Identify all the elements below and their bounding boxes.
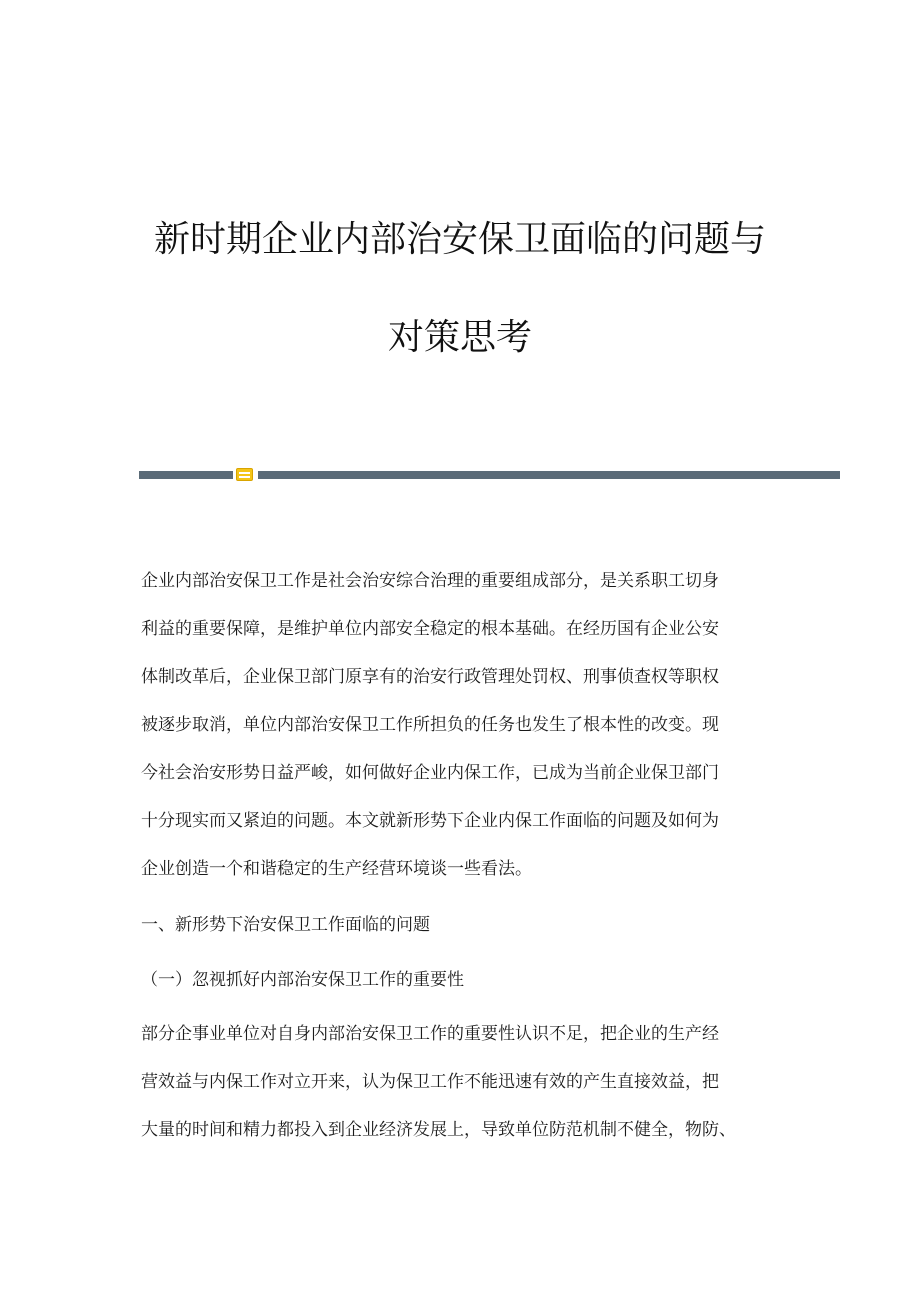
paragraph-line: 今社会治安形势日益严峻，如何做好企业内保工作，已成为当前企业保卫部门 xyxy=(141,763,719,783)
section-heading xyxy=(141,901,801,949)
paragraph-line: 被逐步取消，单位内部治安保卫工作所担负的任务也发生了根本性的改变。现 xyxy=(141,715,719,735)
divider-ornament-icon xyxy=(236,468,253,481)
intro-paragraph xyxy=(141,557,801,893)
paragraph-line: 部分企事业单位对自身内部治安保卫工作的重要性认识不足，把企业的生产经 xyxy=(141,1024,719,1044)
section-heading-text: 一、新形势下治安保卫工作面临的问题 xyxy=(141,915,430,935)
document-title-line-1: 新时期企业内部治安保卫面临的问题与 xyxy=(153,219,766,260)
paragraph-line: 体制改革后，企业保卫部门原享有的治安行政管理处罚权、刑事侦查权等职权 xyxy=(141,667,719,687)
paragraph-line: 十分现实而又紧迫的问题。本文就新形势下企业内保工作面临的问题及如何为 xyxy=(141,811,719,831)
body-paragraph xyxy=(141,1010,801,1154)
paragraph-line: 营效益与内保工作对立开来，认为保卫工作不能迅速有效的产生直接效益，把 xyxy=(141,1072,719,1092)
document-title-line-2: 对策思考 xyxy=(387,317,532,358)
subsection-heading xyxy=(141,956,801,1004)
title-divider-right xyxy=(258,471,840,479)
subsection-heading-text: （一）忽视抓好内部治安保卫工作的重要性 xyxy=(141,970,464,990)
paragraph-line: 企业创造一个和谐稳定的生产经营环境谈一些看法。 xyxy=(141,859,532,879)
paragraph-line: 大量的时间和精力都投入到企业经济发展上，导致单位防范机制不健全，物防、 xyxy=(141,1120,736,1140)
title-divider-left xyxy=(139,471,233,479)
paragraph-line: 利益的重要保障，是维护单位内部安全稳定的根本基础。在经历国有企业公安 xyxy=(141,619,719,639)
paragraph-line: 企业内部治安保卫工作是社会治安综合治理的重要组成部分，是关系职工切身 xyxy=(141,571,719,591)
